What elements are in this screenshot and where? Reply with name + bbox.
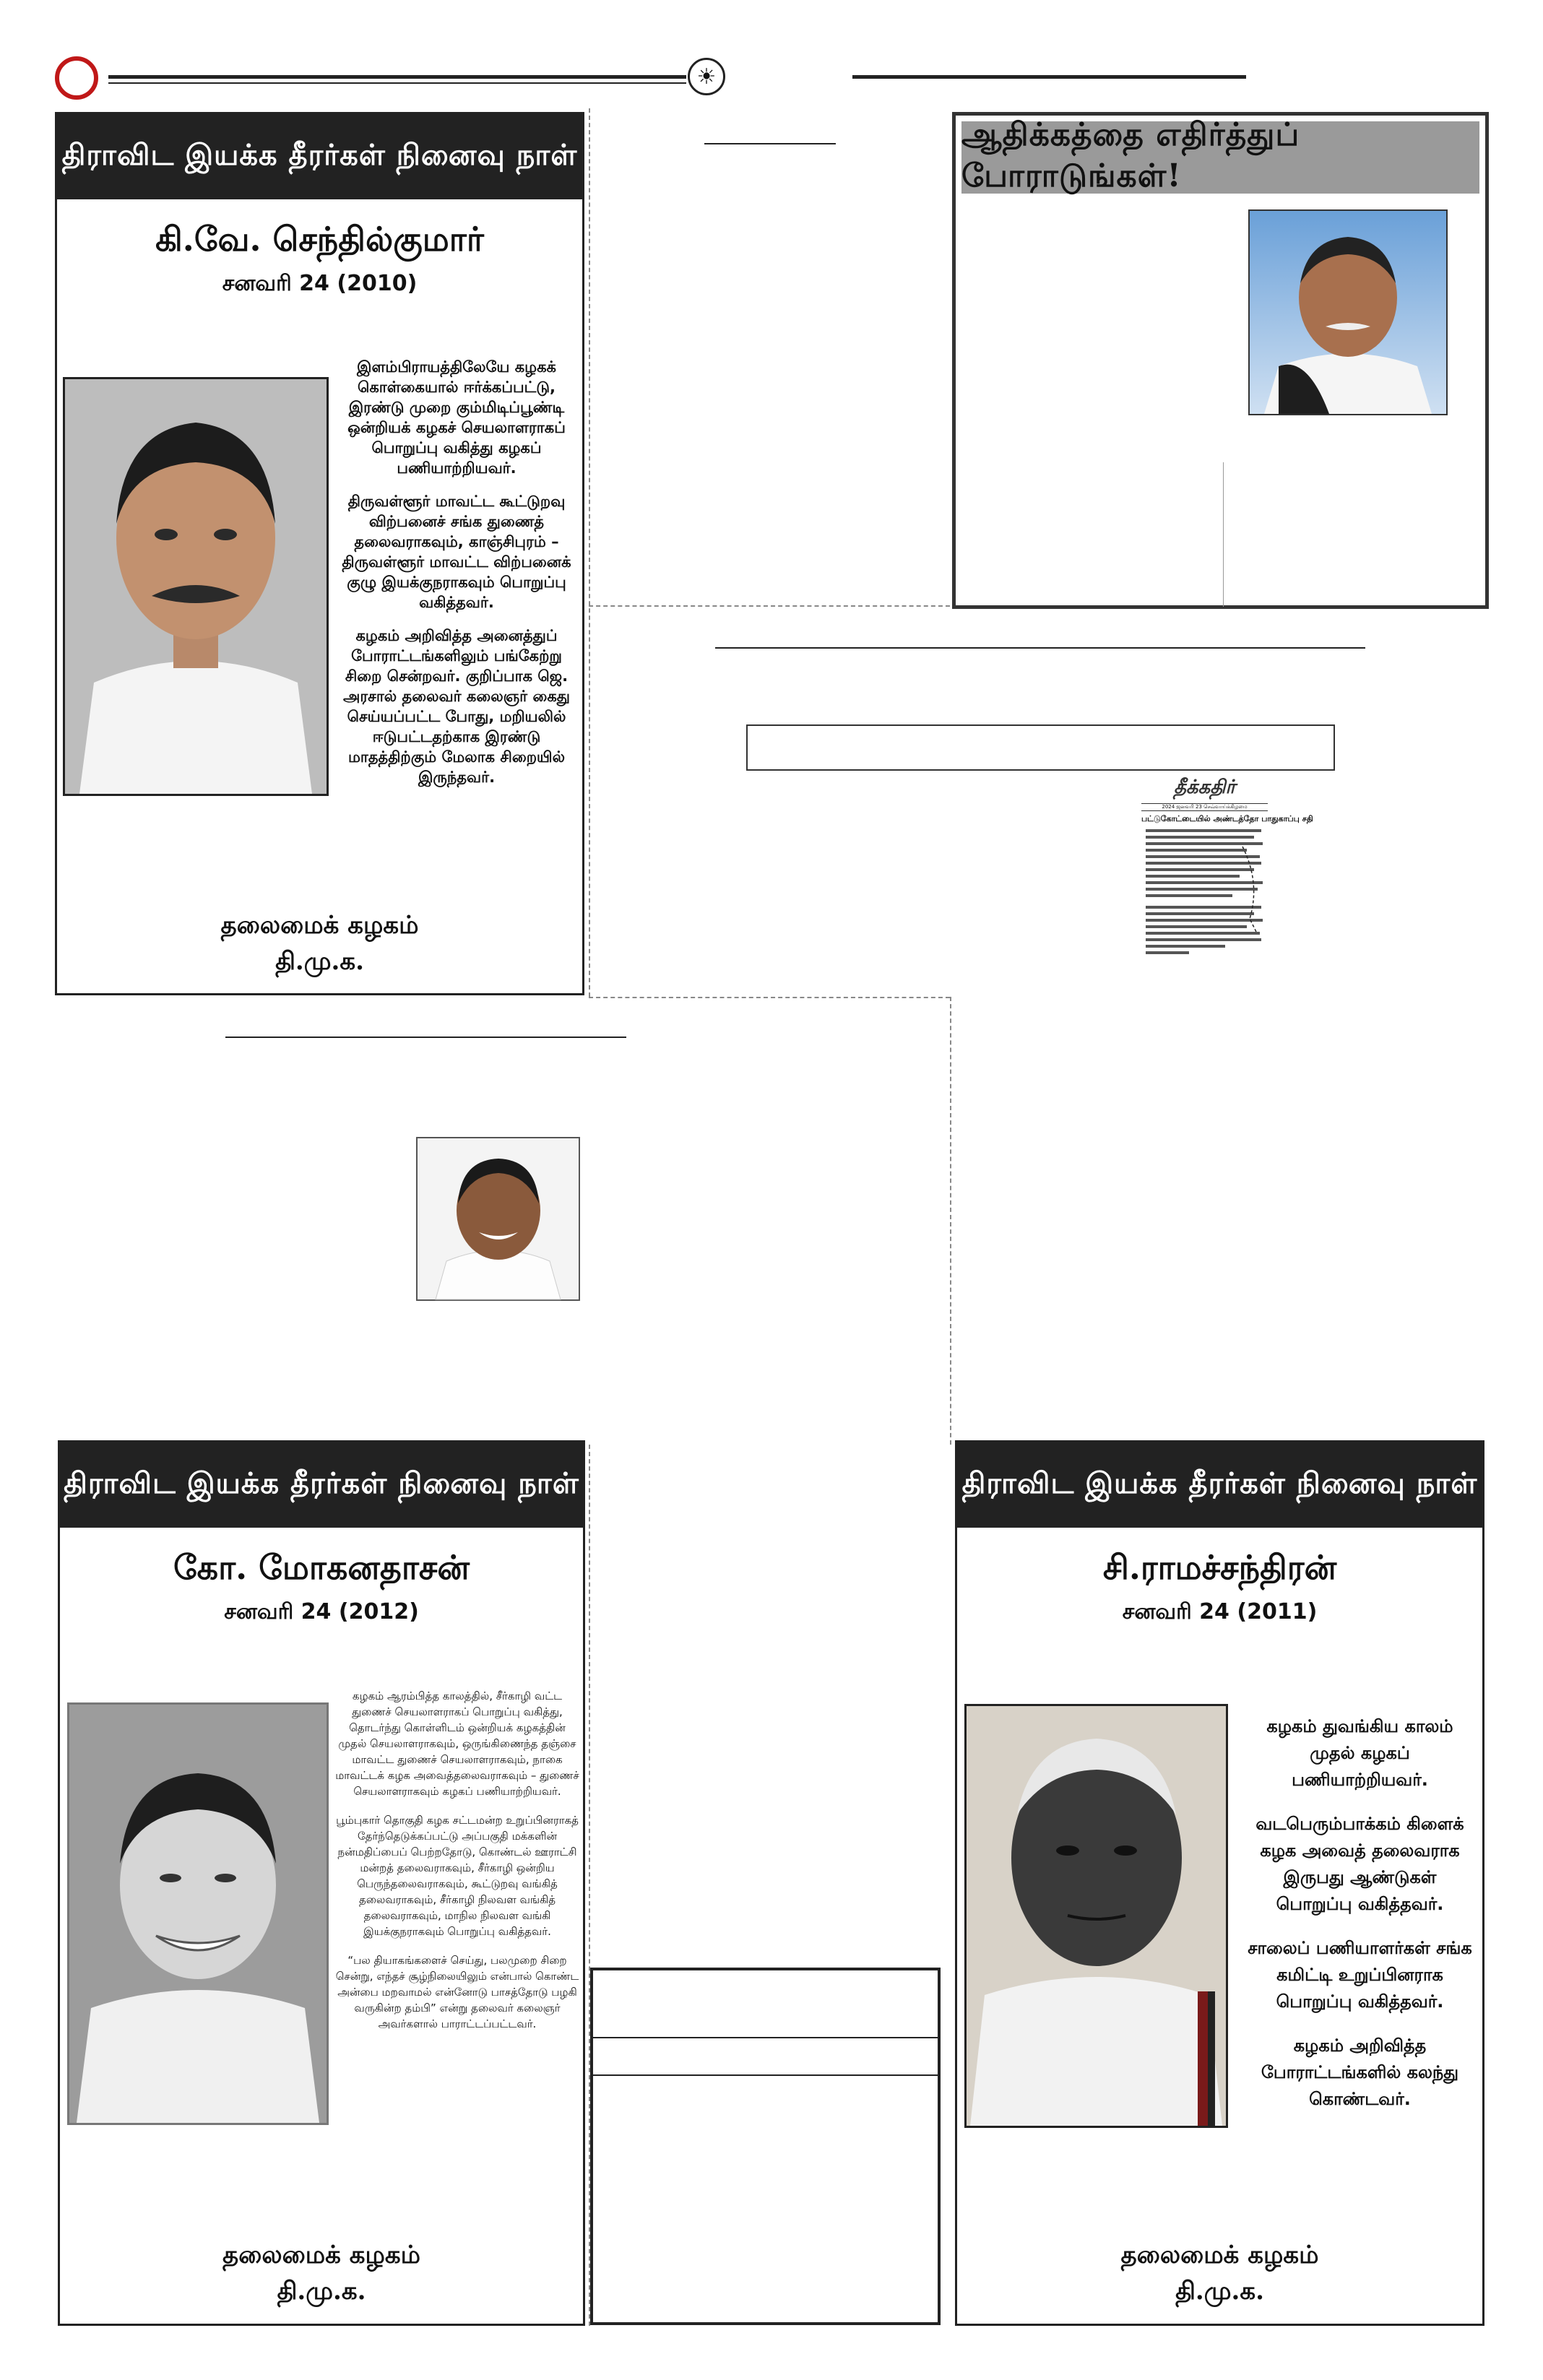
memorial-bio bbox=[1246, 1713, 1474, 2126]
header-rule-left-thin bbox=[108, 82, 686, 84]
column-divider bbox=[950, 997, 951, 1445]
memorial-header: திராவிட இயக்க தீரர்கள் நினைவு நாள் bbox=[57, 114, 582, 199]
bio-paragraph: இளம்பிராயத்திலேயே கழகக் கொள்கையால் ஈர்க்கப்பட்டு, இரண்டு முறை கும்மிடிப்பூண்டி ஒன்றியக் கழகச் செயலாளராகப் பொறுப்பு வகித்து கழகப் பணியாற்றியவர். bbox=[347, 358, 566, 477]
rising-sun-emblem-icon: ☀ bbox=[688, 58, 725, 95]
bio-paragraph: வடபெரும்பாக்கம் கிளைக் கழக அவைத் தலைவராக இருபது ஆண்டுகள் பொறுப்பு வகித்தவர். bbox=[1255, 1814, 1464, 1914]
bio-paragraph: பூம்புகார் தொகுதி கழக சட்டமன்ற உறுப்பினராகத் தேர்ந்தெடுக்கப்பட்டு அப்பகுதி மக்களின் நன்மதிப்பைப் பெற்றதோடு, கொண்டல் ஊராட்சி மன்றத் தலைவராகவும், சீர்காழி ஒன்றிய பெருந்தலைவராகவும், கூட்டுறவு வங்கித் தலைவராகவும், சீர்காழி நிலவள வங்கித் தலைவராகவும், மாநில நிலவள வங்கி இயக்குநராகவும் பொறுப்பு வகித்தவர். bbox=[336, 1814, 579, 1938]
person-portrait-icon bbox=[1250, 211, 1446, 414]
clipping-headline: பட்டுகோட்டையில் அண்டத்தோ பாதுகாப்பு சதி bbox=[1141, 814, 1313, 823]
advertisement-box bbox=[952, 112, 1489, 609]
section-divider bbox=[589, 605, 950, 607]
small-portrait-photo bbox=[416, 1137, 580, 1301]
memorial-signature bbox=[57, 907, 582, 979]
person-portrait-icon bbox=[69, 1705, 327, 2123]
memorial-name: கோ. மோகனதாசன் bbox=[173, 1548, 470, 1587]
memorial-box bbox=[955, 1440, 1484, 2326]
signature-line-1: தலைமைக் கழகம் bbox=[220, 911, 419, 940]
person-portrait-icon bbox=[65, 379, 327, 794]
person-portrait-icon bbox=[967, 1706, 1226, 2126]
header-rule-left bbox=[108, 75, 686, 79]
article-rule bbox=[715, 647, 1365, 649]
bio-paragraph: சாலைப் பணியாளர்கள் சங்க கமிட்டி உறுப்பினராக பொறுப்பு வகித்தவர். bbox=[1248, 1938, 1472, 2012]
bio-paragraph: கழகம் அறிவித்த போராட்டங்களில் கலந்து கொண்டவர். bbox=[1261, 2035, 1459, 2109]
clipping-text-lines bbox=[1141, 825, 1268, 1005]
clipping-dateline: 2024 ஜனவரி 23 செவ்வாய்க்கிழமை bbox=[1141, 803, 1268, 811]
signature-line-1: தலைமைக் கழகம் bbox=[222, 2241, 420, 2269]
bio-paragraph: கழகம் ஆரம்பித்த காலத்தில், சீர்காழி வட்ட துணைச் செயலாளராகப் பொறுப்பு வகித்து, தொடர்ந்து கொள்ளிடம் ஒன்றியக் கழகத்தின் முதல் செயலாளராகவும், ஒருங்கிணைந்த தஞ்சை மாவட்ட துணைச் செயலாளராகவும், நாகை மாவட்டக் கழக அவைத்தலைவராகவும் – துணைச் செயலாளராகவும் கழகப் பணியாற்றியவர். bbox=[335, 1689, 579, 1798]
memorial-box bbox=[55, 112, 584, 995]
portrait-photo bbox=[964, 1704, 1228, 2128]
article-rule bbox=[225, 1037, 626, 1038]
memorial-bio bbox=[337, 357, 576, 800]
memorial-signature bbox=[60, 2237, 583, 2309]
memorial-signature bbox=[957, 2237, 1482, 2309]
empty-caption-box bbox=[746, 724, 1335, 771]
memorial-date: சனவரி 24 (2010) bbox=[222, 271, 418, 296]
memorial-name: கி.வே. செந்தில்குமார் bbox=[155, 220, 484, 259]
portrait-photo bbox=[63, 377, 329, 796]
memorial-header: திராவிட இயக்க தீரர்கள் நினைவு நாள் bbox=[60, 1442, 583, 1528]
memorial-date: சனவரி 24 (2012) bbox=[224, 1599, 419, 1624]
ad-divider bbox=[1223, 462, 1224, 607]
bio-paragraph: “பல தியாகங்களைச் செய்து, பலமுறை சிறை சென்று, எந்தச் சூழ்நிலையிலும் என்பால் கொண்ட அன்பை மறவாமல் என்னோடு பாசத்தோடு பழகி வருகின்ற தம்பி” என்று தலைவர் கலைஞர் அவர்களால் பாராட்டப்பட்டவர். bbox=[335, 1954, 579, 2030]
newspaper-clipping bbox=[1141, 776, 1313, 1018]
signature-line-2: தி.மு.க. bbox=[1175, 2277, 1264, 2306]
newspaper-logo-icon bbox=[55, 56, 98, 100]
notice-row bbox=[593, 2038, 938, 2076]
memorial-box bbox=[58, 1440, 585, 2326]
empty-notice-box bbox=[590, 1968, 941, 2325]
clipping-masthead: தீக்கதிர் bbox=[1173, 776, 1236, 798]
section-divider bbox=[589, 997, 950, 998]
column-divider bbox=[589, 108, 590, 997]
memorial-header: திராவிட இயக்க தீரர்கள் நினைவு நாள் bbox=[957, 1442, 1482, 1528]
ad-banner: ஆதிக்கத்தை எதிர்த்துப் போராடுங்கள்! bbox=[961, 121, 1479, 194]
person-portrait-icon bbox=[418, 1138, 579, 1299]
bio-paragraph: கழகம் அறிவித்த அனைத்துப் போராட்டங்களிலும் பங்கேற்று சிறை சென்றவர். குறிப்பாக ஜெ. அரசால் தலைவர் கலைஞர் கைது செய்யப்பட்ட போது, மறியலில் ஈடுபட்டதற்காக இரண்டு மாதத்திற்கும் மேலாக சிறையில் இருந்தவர். bbox=[343, 627, 570, 786]
signature-line-2: தி.மு.க. bbox=[277, 2277, 366, 2306]
bio-paragraph: திருவள்ளூர் மாவட்ட கூட்டுறவு விற்பனைச் சங்க துணைத் தலைவராகவும், காஞ்சிபுரம் – திருவள்ளூர் மாவட்ட விற்பனைக் குழு இயக்குநராகவும் பொறுப்பு வகித்தவர். bbox=[342, 493, 571, 611]
bio-paragraph: கழகம் துவங்கிய காலம் முதல் கழகப் பணியாற்றியவர். bbox=[1266, 1716, 1453, 1790]
ad-photo bbox=[1248, 209, 1448, 415]
portrait-photo bbox=[67, 1702, 329, 2125]
signature-line-1: தலைமைக் கழகம் bbox=[1120, 2241, 1319, 2269]
memorial-name: சி.ராமச்சந்திரன் bbox=[1102, 1548, 1337, 1587]
header-rule-right bbox=[852, 75, 1246, 79]
article-rule bbox=[704, 143, 836, 144]
signature-line-2: தி.மு.க. bbox=[275, 947, 364, 976]
memorial-bio bbox=[334, 1688, 580, 2045]
memorial-date: சனவரி 24 (2011) bbox=[1122, 1599, 1318, 1624]
notice-row bbox=[593, 1970, 938, 2038]
